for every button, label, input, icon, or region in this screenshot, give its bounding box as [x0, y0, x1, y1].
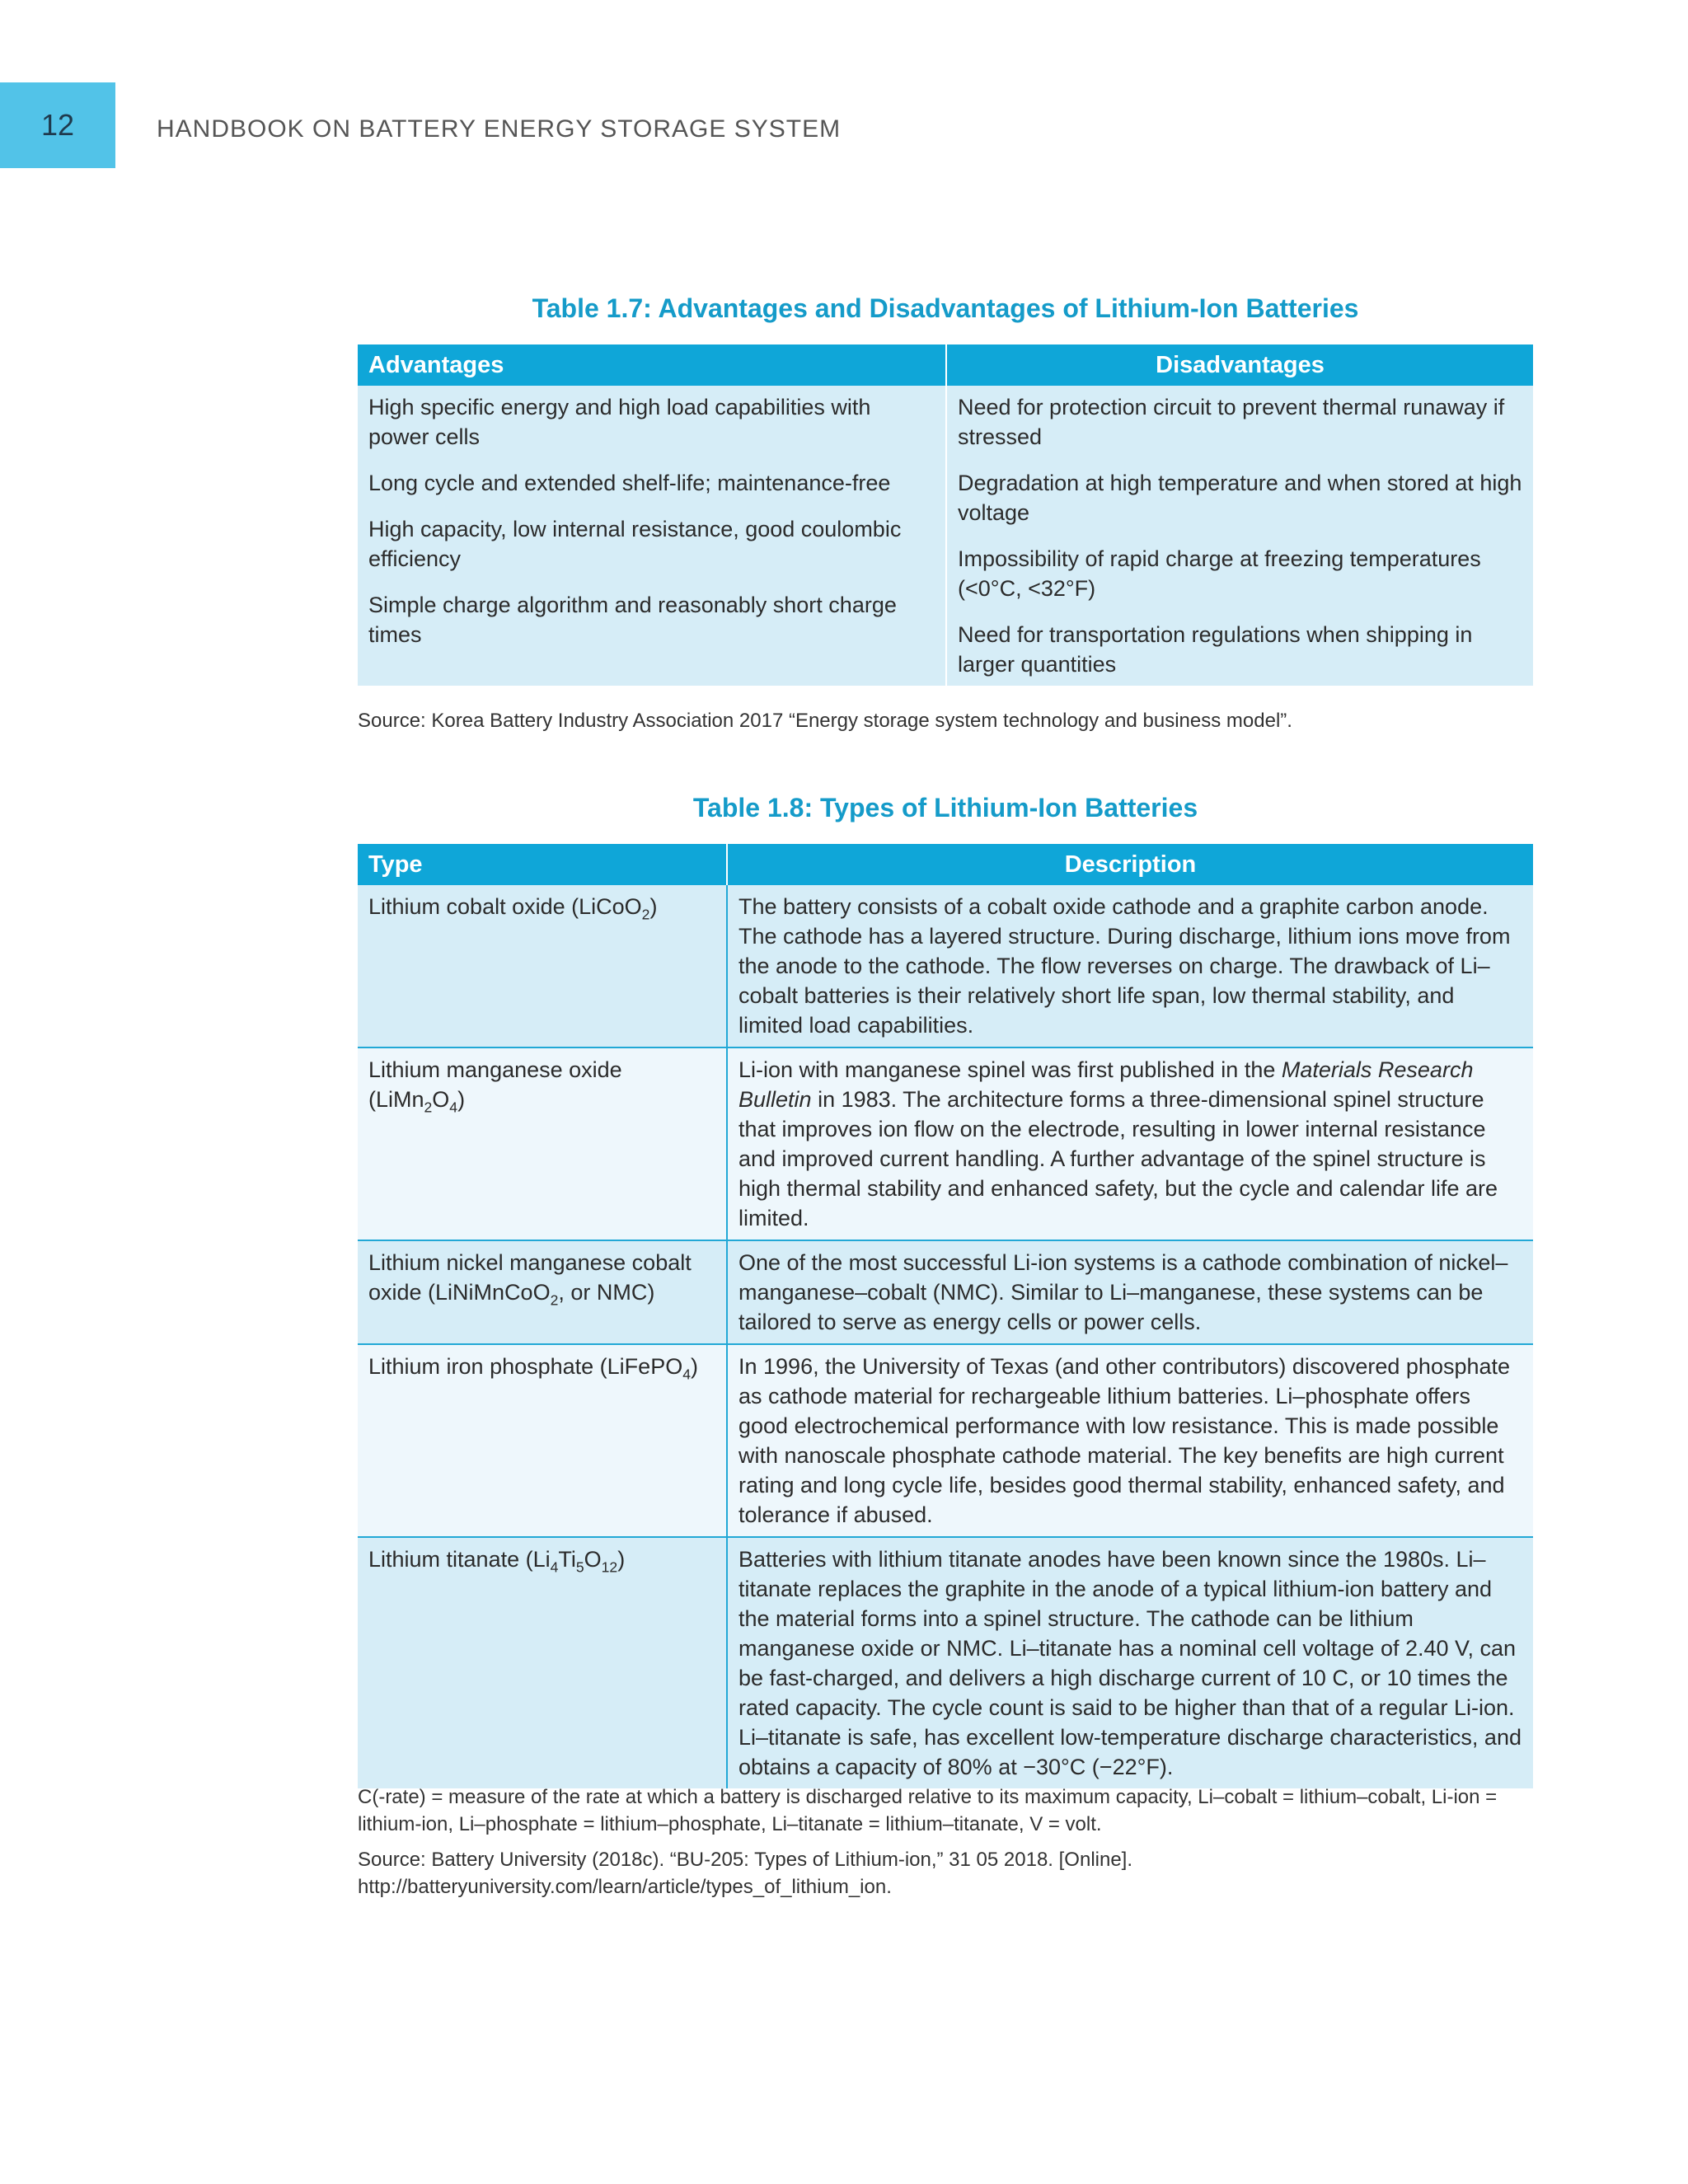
table-1-8: [358, 844, 1533, 1788]
type-cell: Lithium manganese oxide $(LiMn_2O_4)$: [358, 1047, 727, 1240]
table-row: [358, 1240, 1533, 1344]
running-title: HANDBOOK ON BATTERY ENERGY STORAGE SYSTEM: [157, 115, 842, 143]
table-1-7: [358, 344, 1533, 686]
description-cell: In 1996, the University of Texas (and other contributors) discovered phosphate as cathode material for rechargeable lithium batteries. Li–phosphate offers good electrochemical performance with low resistance. This is made possible with nanoscale phosphate cathode material. The key benefits are high current rating and long cycle life, besides good thermal stability, enhanced safety, and tolerance if abused.: [727, 1344, 1533, 1537]
table-1-7-source: Source: Korea Battery Industry Association 2017 “Energy storage system technology and business model”.: [358, 710, 1292, 732]
table-row: [358, 1344, 1533, 1537]
column-header-description: Description: [727, 844, 1533, 885]
advantage-item: High capacity, low internal resistance, good coulombic efficiency: [368, 517, 902, 571]
disadvantage-item: Need for transportation regulations when shipping in larger quantities: [958, 622, 1473, 677]
journal-title: Materials Research Bulletin: [738, 1057, 1474, 1112]
advantages-cell: [358, 386, 946, 686]
column-header-disadvantages: Disadvantages: [946, 344, 1533, 386]
column-header-type: Type: [358, 844, 727, 885]
table-1-8-source: Source: Battery University (2018c). “BU-205: Types of Lithium-ion,” 31 05 2018. [Online]. http://batteryuniversity.com/learn/article/types_of_lithium_ion.: [358, 1849, 1133, 1898]
type-cell: Lithium titanate $(Li_4Ti_5O_{12})$: [358, 1537, 727, 1788]
type-cell: Lithium cobalt oxide (LiCoO$_2$): [358, 885, 727, 1047]
disadvantage-item: Need for protection circuit to prevent thermal runaway if stressed: [958, 395, 1505, 449]
type-cell: Lithium iron phosphate (LiFePO$_4$): [358, 1344, 727, 1537]
disadvantage-item: Impossibility of rapid charge at freezing temperatures (<0°C, <32°F): [958, 546, 1481, 601]
description-cell: Batteries with lithium titanate anodes have been known since the 1980s. Li–titanate replaces the graphite in the anode of a typical lithium-ion battery and the material forms into a spinel structure. The cathode can be lithium manganese oxide or NMC. Li–titanate has a nominal cell voltage of 2.40 V, can be fast-charged, and delivers a high discharge current of 10 C, or 10 times the rated capacity. The cycle count is said to be higher than that of a regular Li-ion. Li–titanate is safe, has excellent low-temperature discharge characteristics, and obtains a capacity of 80% at −30°C (−22°F).: [727, 1537, 1533, 1788]
description-cell: Li-ion with manganese spinel was first published in the Materials Research Bulletin in 1983. The architecture forms a three-dimensional spinel structure that improves ion flow on the electrode, resulting in lower internal resistance and improved current handling. A further advantage of the spinel structure is high thermal stability and enhanced safety, but the cycle and calendar life are limited.: [727, 1047, 1533, 1240]
description-cell: The battery consists of a cobalt oxide cathode and a graphite carbon anode. The cathode has a layered structure. During discharge, lithium ions move from the anode to the cathode. The flow reverses on charge. The drawback of Li–cobalt batteries is their relatively short life span, low thermal stability, and limited load capabilities.: [727, 885, 1533, 1047]
advantage-item: High specific energy and high load capabilities with power cells: [368, 395, 871, 449]
table-1-8-abbreviations: C(-rate) = measure of the rate at which a battery is discharged relative to its maximum capacity, Li–cobalt = lithium–cobalt, Li-ion = lithium-ion, Li–phosphate = lithium–phosphate, Li–titanate = lithium–titanate, V = volt.: [358, 1786, 1498, 1835]
table-1-7-title: Table 1.7: Advantages and Disadvantages of Lithium-Ion Batteries: [532, 293, 1359, 323]
advantage-item: Simple charge algorithm and reasonably short charge times: [368, 593, 897, 647]
description-cell: One of the most successful Li-ion systems is a cathode combination of nickel–manganese–cobalt (NMC). Similar to Li–manganese, these systems can be tailored to serve as energy cells or power cells.: [727, 1240, 1533, 1344]
table-row: [358, 885, 1533, 1047]
type-cell: Lithium nickel manganese cobalt oxide (LiNiMnCoO$_2$, or NMC): [358, 1240, 727, 1344]
disadvantages-cell: [946, 386, 1533, 686]
disadvantage-item: Degradation at high temperature and when stored at high voltage: [958, 471, 1522, 525]
advantage-item: Long cycle and extended shelf-life; maintenance-free: [368, 471, 891, 495]
column-header-advantages: Advantages: [358, 344, 946, 386]
page-number: 12: [0, 82, 115, 168]
table-1-8-title: Table 1.8: Types of Lithium-Ion Batteries: [692, 793, 1198, 823]
table-row: [358, 1537, 1533, 1788]
table-row: [358, 1047, 1533, 1240]
